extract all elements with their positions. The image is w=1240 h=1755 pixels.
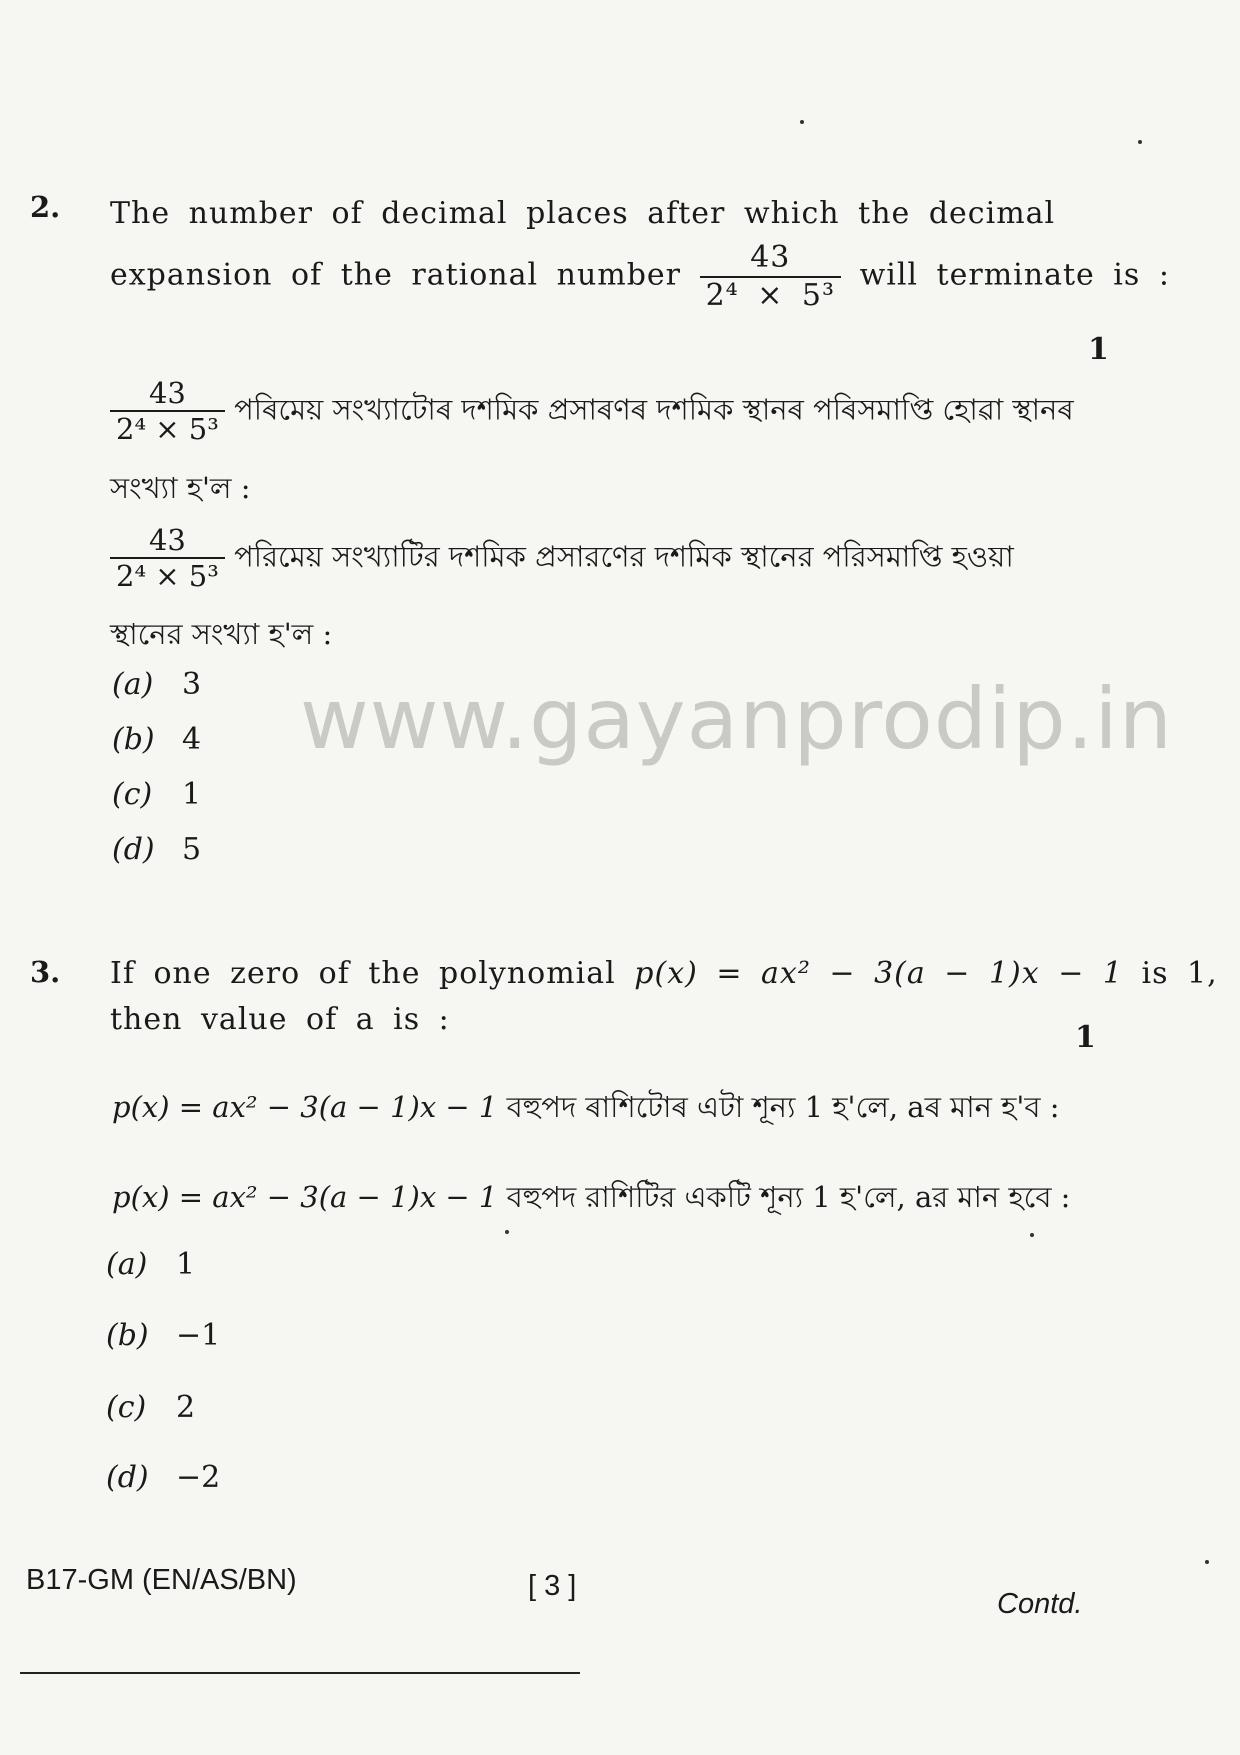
question-2-bn-line1 bbox=[110, 525, 1014, 592]
question-2-as-line2: সংখ্যা হ'ল : bbox=[110, 471, 251, 505]
option-value: 5 bbox=[182, 832, 202, 867]
question-2-bn-line2: স্থানের সংখ্যা হ'ল : bbox=[110, 617, 333, 651]
option-value: −1 bbox=[176, 1318, 221, 1353]
option-value: 3 bbox=[182, 667, 202, 702]
question-2-mark: 1 bbox=[1088, 332, 1109, 367]
question-3-en-line1 bbox=[110, 956, 1218, 991]
continued-label: Contd. bbox=[997, 1588, 1083, 1620]
question-2-en-line2-pre: expansion of the rational number bbox=[110, 257, 682, 293]
option-label: (d) bbox=[106, 1460, 149, 1495]
question-3-as-line bbox=[112, 1085, 1060, 1134]
question-3-number: 3. bbox=[30, 955, 61, 989]
question-2-en-line1: The number of decimal places after which the decimal bbox=[110, 196, 1056, 231]
q3-option-c bbox=[106, 1390, 195, 1425]
question-3-bn-line bbox=[112, 1175, 1070, 1224]
option-value: 4 bbox=[182, 722, 202, 757]
fraction-denominator: 2⁴ × 5³ bbox=[110, 410, 225, 444]
option-label: (a) bbox=[106, 1247, 148, 1282]
fraction-numerator: 43 bbox=[750, 240, 791, 275]
q3-option-b bbox=[106, 1318, 220, 1353]
bottom-rule bbox=[20, 1672, 580, 1674]
question-2-fraction bbox=[700, 242, 841, 311]
question-2-as-fraction bbox=[110, 378, 225, 445]
question-3-mark: 1 bbox=[1075, 1020, 1096, 1055]
question-3-en-line1-post: is 1, bbox=[1141, 956, 1218, 991]
option-label: (a) bbox=[112, 667, 154, 702]
scan-speck bbox=[1205, 1560, 1209, 1564]
fraction-denominator: 2⁴ × 5³ bbox=[110, 557, 225, 591]
question-2-bn-text: পরিমেয় সংখ্যাটির দশমিক প্রসারণের দশমিক স্থানের পরিসমাপ্তি হওয়া bbox=[234, 539, 1014, 574]
option-label: (c) bbox=[112, 777, 153, 812]
scan-speck bbox=[1030, 1233, 1034, 1237]
question-3-as-text: বহুপদ ৰাশিটোৰ এটা শূন্য 1 হ'লে, aৰ মান হ'ব : bbox=[506, 1090, 1060, 1124]
q2-option-c bbox=[112, 777, 201, 812]
fraction-denominator: 2⁴ × 5³ bbox=[700, 276, 841, 312]
paper-code: B17-GM (EN/AS/BN) bbox=[26, 1564, 297, 1596]
fraction-numerator: 43 bbox=[148, 523, 186, 557]
polynomial-expression: p(x) = ax² − 3(a − 1)x − 1 bbox=[112, 1180, 498, 1214]
question-2-en-line2 bbox=[110, 242, 1170, 311]
question-3-bn-text: বহুপদ রাশিটির একটি শূন্য 1 হ'লে, aর মান হবে : bbox=[506, 1180, 1071, 1214]
scan-speck bbox=[505, 1230, 509, 1234]
option-value: 1 bbox=[176, 1247, 196, 1282]
scan-speck bbox=[1138, 140, 1142, 144]
polynomial-expression: p(x) = ax² − 3(a − 1)x − 1 bbox=[112, 1090, 498, 1124]
page-number: [ 3 ] bbox=[528, 1570, 577, 1602]
option-value: −2 bbox=[176, 1460, 221, 1495]
q2-option-b bbox=[112, 722, 201, 757]
option-value: 2 bbox=[176, 1390, 196, 1425]
fraction-numerator: 43 bbox=[148, 376, 186, 410]
question-2-en-line2-post: will terminate is : bbox=[859, 257, 1170, 293]
q3-option-a bbox=[106, 1247, 195, 1282]
q3-option-d bbox=[106, 1460, 220, 1495]
option-value: 1 bbox=[182, 777, 202, 812]
question-2-bn-fraction bbox=[110, 525, 225, 592]
polynomial-expression: p(x) = ax² − 3(a − 1)x − 1 bbox=[634, 956, 1123, 991]
scan-speck bbox=[800, 120, 804, 124]
question-2-number: 2. bbox=[30, 190, 61, 224]
option-label: (b) bbox=[106, 1318, 149, 1353]
option-label: (d) bbox=[112, 832, 155, 867]
option-label: (b) bbox=[112, 722, 155, 757]
q2-option-a bbox=[112, 667, 201, 702]
q2-option-d bbox=[112, 832, 201, 867]
question-2-as-text: পৰিমেয় সংখ্যাটোৰ দশমিক প্ৰসাৰণৰ দশমিক স্থানৰ পৰিসমাপ্তি হোৱা স্থানৰ bbox=[234, 392, 1074, 427]
option-label: (c) bbox=[106, 1390, 147, 1425]
question-2-as-line1 bbox=[110, 378, 1074, 445]
question-3-en-line2: then value of a is : bbox=[110, 1002, 450, 1037]
watermark: www.gayanprodip.in bbox=[300, 670, 1173, 768]
question-3-en-line1-pre: If one zero of the polynomial bbox=[110, 956, 616, 991]
